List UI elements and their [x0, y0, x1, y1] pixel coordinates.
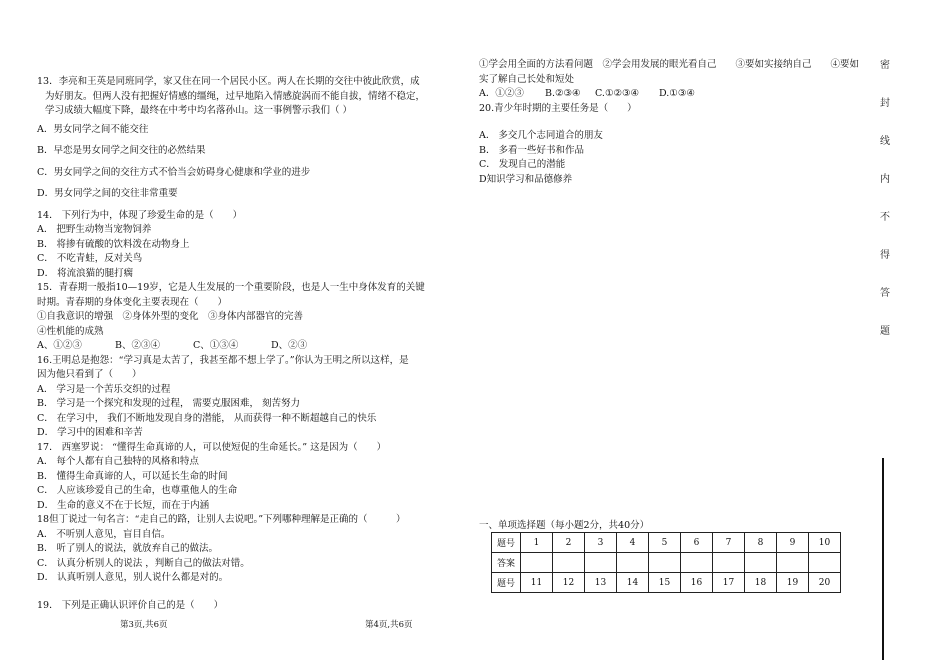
answer-cell[interactable] [745, 553, 777, 573]
q16-option-a: A． 学习是一个苦乐交织的过程 [37, 383, 171, 395]
q13-option-b: B．早恋是男女同学之间交往的必然结果 [37, 145, 206, 156]
q19-stem: 19． 下列是正确认识评价自己的是（ ） [37, 599, 224, 611]
q19-option-b: B.②③④ [545, 88, 581, 99]
answer-cell[interactable] [809, 553, 841, 573]
question-number: 10 [809, 533, 841, 553]
q13-stem-line-2: 为好朋友。但两人没有把握好情感的缰绳，过早地陷入情感旋涡而不能自拔，情绪不稳定， [45, 90, 426, 102]
q20-option-c: C． 发现自己的潜能 [479, 159, 566, 170]
question-number: 5 [649, 533, 681, 553]
page-footer-left: 第3页,共6页 [120, 620, 168, 630]
seal-char: 答 [880, 288, 890, 299]
q14-option-d: D． 将流浪猫的腿打瘸 [37, 267, 134, 279]
answer-cell[interactable] [713, 553, 745, 573]
q13-stem-line-3: 学习成绩大幅度下降，最终在中考中均名落孙山。这一事例警示我们（ ） [45, 105, 353, 116]
seal-char: 得 [880, 250, 890, 261]
seal-char: 密 [880, 60, 890, 71]
question-number: 2 [553, 533, 585, 553]
question-number: 14 [617, 573, 649, 593]
label-answer: 答案 [492, 553, 521, 573]
q16-stem-line-2: 因为他只看到了（ ） [37, 369, 142, 380]
question-number: 12 [553, 573, 585, 593]
answer-cell[interactable] [585, 553, 617, 573]
seal-line-text [878, 56, 892, 360]
q16-stem-line-1: 16.王明总是抱怨：“学习真是太苦了，我甚至都不想上学了。”你认为王明之所以这样，是 [37, 354, 409, 366]
q13-stem-line-1: 13．李亮和王英是同班同学，家又住在同一个居民小区。两人在长期的交往中彼此欣赏，成 [37, 76, 420, 87]
question-number: 3 [585, 533, 617, 553]
answer-cell[interactable] [553, 553, 585, 573]
q20-stem: 20.青少年时期的主要任务是（ ） [479, 102, 637, 114]
q18-option-a: A． 不听别人意见，盲目自信。 [37, 528, 171, 540]
q17-option-a: A． 每个人都有自己独特的风格和特点 [37, 456, 199, 467]
q20-option-d: D知识学习和品德修养 [479, 173, 573, 185]
answer-cell[interactable] [521, 553, 553, 573]
question-number: 6 [681, 533, 713, 553]
q20-option-b: B． 多看一些好书和作品 [479, 144, 585, 156]
question-number: 17 [713, 573, 745, 593]
q14-stem: 14． 下列行为中，体现了珍爱生命的是（ ） [37, 209, 243, 221]
table-row-numbers-1 [492, 533, 841, 553]
answer-cell[interactable] [617, 553, 649, 573]
q15-stem-line-1: 15．青春期一般指10—19岁，它是人生发展的一个重要阶段，也是人一生中身体发育的关键 [37, 282, 425, 293]
label-number: 题号 [492, 573, 521, 593]
q15-option-d: D、②③ [271, 340, 308, 351]
question-number: 16 [681, 573, 713, 593]
q15-option-c: C、①③④ [193, 340, 239, 351]
q17-stem: 17． 西塞罗说： “懂得生命真谛的人，可以使短促的生命延长。” 这是因为（ ） [37, 441, 387, 453]
q17-option-c: C． 人应该珍爱自己的生命，也尊重他人的生命 [37, 485, 238, 496]
question-number: 20 [809, 573, 841, 593]
seal-line [882, 458, 884, 660]
question-number: 4 [617, 533, 649, 553]
page-footer-right: 第4页,共6页 [365, 620, 413, 630]
question-number: 8 [745, 533, 777, 553]
answer-cell[interactable] [649, 553, 681, 573]
q16-option-b: B． 学习是一个探究和发现的过程， 需要克服困难， 刻苦努力 [37, 398, 301, 409]
q14-option-a: A． 把野生动物当宠物饲养 [37, 224, 152, 235]
answer-section-title: 一、单项选择题（每小题2分，共40分） [479, 520, 650, 531]
question-number: 1 [521, 533, 553, 553]
table-row-answers [492, 553, 841, 573]
question-number: 19 [777, 573, 809, 593]
q13-option-c: C．男女同学之间的交往方式不恰当会妨碍身心健康和学业的进步 [37, 166, 311, 178]
seal-char: 不 [880, 212, 890, 223]
q15-option-b: B、②③④ [115, 340, 160, 351]
q15-stem-line-4: ④性机能的成熟 [37, 325, 104, 337]
q15-option-a: A、①②③ [37, 340, 82, 351]
q18-option-d: D． 认真听别人意见，别人说什么都是对的。 [37, 572, 229, 583]
q13-option-a: A．男女同学之间不能交往 [37, 123, 149, 135]
question-number: 9 [777, 533, 809, 553]
answer-cell[interactable] [777, 553, 809, 573]
q19-options [479, 87, 869, 102]
q19-cont-line-1: ①学会用全面的方法看问题 ②学会用发展的眼光看自己 ③要如实接纳自己 ④要如 [479, 59, 860, 70]
q16-option-c: C． 在学习中， 我们不断地发现自身的潜能， 从而获得一种不断超越自己的快乐 [37, 412, 377, 424]
q13-option-d: D．男女同学之间的交往非常重要 [37, 188, 178, 199]
left-column [37, 75, 432, 613]
question-number: 18 [745, 573, 777, 593]
q15-stem-line-2: 时期。青春期的身体变化主要表现在（ ） [37, 296, 228, 308]
q19-option-d: D.①③④ [659, 88, 695, 99]
q15-stem-line-3: ①自我意识的增强 ②身体外型的变化 ③身体内部器官的完善 [37, 311, 304, 322]
q19-option-c: C.①②③④ [595, 88, 640, 99]
q18-option-c: C． 认真分析别人的说法 ，判断自己的做法对错。 [37, 557, 250, 569]
answer-table [491, 532, 841, 593]
seal-char: 内 [880, 174, 890, 185]
answer-cell[interactable] [681, 553, 713, 573]
seal-char: 线 [880, 136, 890, 147]
q15-options [37, 339, 432, 354]
seal-char: 题 [880, 326, 890, 337]
q19-cont-line-2: 实了解自己长处和短处 [479, 73, 575, 85]
label-number: 题号 [492, 533, 521, 553]
q17-option-b: B． 懂得生命真谛的人，可以延长生命的时间 [37, 470, 228, 482]
q19-option-a: A．①②③ [479, 88, 524, 99]
q20-option-a: A． 多交几个志同道合的朋友 [479, 130, 603, 141]
right-column [479, 58, 869, 187]
q14-option-b: B． 将掺有硫酸的饮料泼在动物身上 [37, 238, 190, 250]
table-row-numbers-2 [492, 573, 841, 593]
question-number: 15 [649, 573, 681, 593]
seal-char: 封 [880, 98, 890, 109]
q18-stem: 18但丁说过一句名言：“走自己的路，让别人去说吧。”下列哪种理解是正确的（ ） [37, 514, 406, 525]
question-number: 13 [585, 573, 617, 593]
q16-option-d: D． 学习中的困难和辛苦 [37, 427, 143, 438]
question-number: 11 [521, 573, 553, 593]
q18-option-b: B． 听了别人的说法，就放弃自己的做法。 [37, 543, 219, 554]
q17-option-d: D． 生命的意义不在于长短，而在于内涵 [37, 499, 210, 511]
question-number: 7 [713, 533, 745, 553]
q14-option-c: C． 不吃青蛙，反对关鸟 [37, 253, 143, 264]
